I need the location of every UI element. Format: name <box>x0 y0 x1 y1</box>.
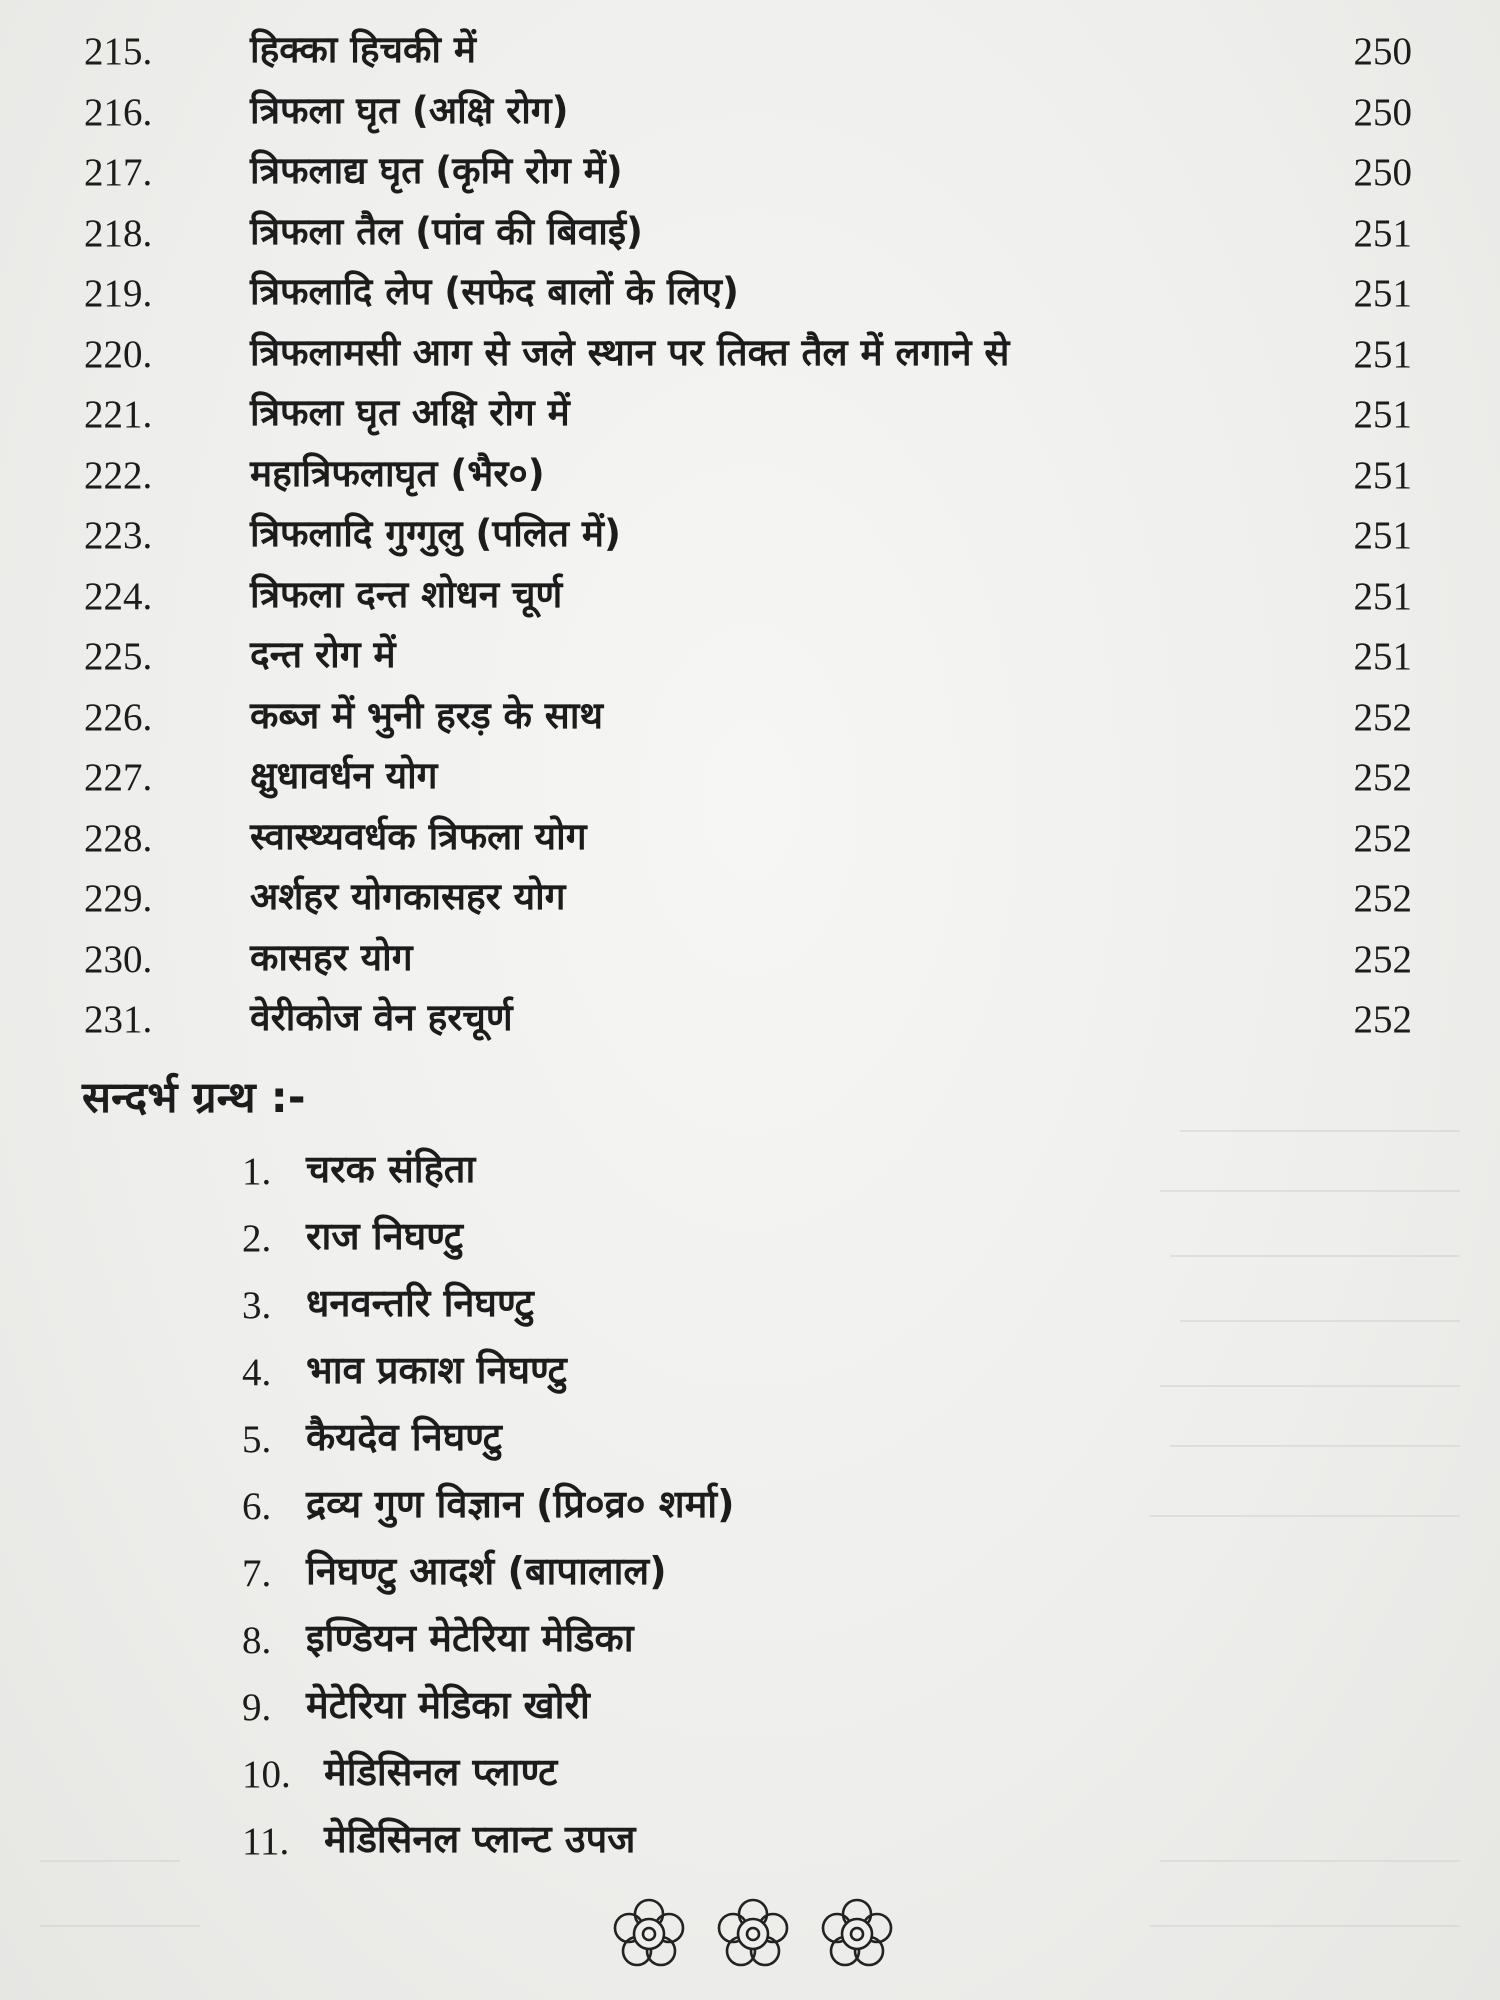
toc-entry <box>0 83 1500 144</box>
toc-entry-page: 251 <box>1353 393 1412 436</box>
reference-title: द्रव्य गुण विज्ञान (प्रि०व्र० शर्मा) <box>306 1482 735 1526</box>
toc-entry-page: 251 <box>1353 514 1412 557</box>
toc-entry-title: क्षुधावर्धन योग <box>250 754 438 797</box>
toc-entry-number: 231. <box>84 998 153 1041</box>
reference-number: 5. <box>242 1418 272 1461</box>
reference-item <box>242 1542 1342 1609</box>
reference-title: निघण्टु आदर्श (बापालाल) <box>306 1549 667 1593</box>
toc-entry-page: 251 <box>1353 211 1412 255</box>
toc-entry <box>0 627 1500 688</box>
toc-entry-page: 252 <box>1353 877 1412 920</box>
toc-entry <box>0 385 1500 446</box>
flower-ornament-icon <box>608 1894 690 1974</box>
reference-number: 2. <box>242 1217 272 1260</box>
toc-entry-page: 252 <box>1353 937 1412 981</box>
toc-entry <box>0 748 1500 809</box>
reference-number: 8. <box>242 1619 272 1662</box>
reference-item <box>242 1676 1342 1743</box>
toc-entry-title: त्रिफला घृत अक्षि रोग में <box>250 391 570 434</box>
reference-number: 10. <box>242 1753 291 1796</box>
references-list <box>242 1140 1342 1877</box>
toc-entry-page: 252 <box>1353 756 1412 799</box>
toc-entry-number: 219. <box>84 272 153 315</box>
toc-entry <box>0 264 1500 325</box>
reference-item <box>242 1408 1342 1475</box>
toc-entry-page: 250 <box>1353 30 1412 73</box>
reference-item <box>242 1475 1342 1542</box>
toc-entry-number: 216. <box>84 90 153 134</box>
toc-entry-page: 251 <box>1353 574 1412 618</box>
toc-entry <box>0 506 1500 567</box>
toc-entry-number: 228. <box>84 816 153 860</box>
reference-title: मेडिसिनल प्लाण्ट <box>324 1750 558 1794</box>
toc-entry-page: 250 <box>1353 151 1412 194</box>
toc-entry-number: 215. <box>84 30 153 73</box>
reference-item <box>242 1810 1342 1877</box>
flower-ornament-icon <box>712 1894 794 1974</box>
toc-entry-number: 220. <box>84 332 153 376</box>
reference-item <box>242 1274 1342 1341</box>
toc-entry-number: 225. <box>84 635 153 678</box>
toc-entry <box>0 930 1500 991</box>
reference-number: 11. <box>242 1820 290 1863</box>
toc-entry <box>0 869 1500 930</box>
references-heading: सन्दर्भ ग्रन्थ :- <box>82 1073 306 1123</box>
reference-title: चरक संहिता <box>306 1147 476 1191</box>
toc-entry-title: त्रिफलाद्य घृत (कृमि रोग में) <box>250 149 623 192</box>
toc-entry <box>0 990 1500 1051</box>
toc-entry-page: 252 <box>1353 695 1412 739</box>
toc-entry-page: 252 <box>1353 998 1412 1041</box>
toc-entry-number: 227. <box>84 756 153 799</box>
toc-entry-title: त्रिफला घृत (अक्षि रोग) <box>250 88 569 132</box>
toc-entry-title: अर्शहर योगकासहर योग <box>250 875 566 918</box>
reference-item <box>242 1207 1342 1274</box>
toc-entry-page: 251 <box>1353 272 1412 315</box>
reference-item <box>242 1341 1342 1408</box>
toc-entry-title: वेरीकोज वेन हरचूर्ण <box>250 996 513 1039</box>
toc-entry-title: कासहर योग <box>250 935 413 979</box>
toc-entry-number: 217. <box>84 151 153 194</box>
toc-entry-title: महात्रिफलाघृत (भैर०) <box>250 451 545 495</box>
toc-entry-page: 251 <box>1353 332 1412 376</box>
toc-entry-title: त्रिफलादि गुग्गुलु (पलित में) <box>250 512 621 555</box>
reference-item <box>242 1609 1342 1676</box>
reference-title: धनवन्तरि निघण्टु <box>306 1281 534 1325</box>
toc-entry-page: 251 <box>1353 635 1412 678</box>
toc-entry-title: त्रिफलामसी आग से जले स्थान पर तिक्त तैल में लगाने से <box>250 330 1010 374</box>
reference-number: 9. <box>242 1686 272 1729</box>
toc-entry-title: त्रिफला दन्त शोधन चूर्ण <box>250 572 563 616</box>
toc-entry-title: हिक्का हिचकी में <box>250 28 477 71</box>
table-of-contents <box>0 22 1500 1051</box>
toc-entry-title: स्वास्थ्यवर्धक त्रिफला योग <box>250 814 587 858</box>
toc-entry-page: 252 <box>1353 816 1412 860</box>
toc-entry-number: 226. <box>84 695 153 739</box>
toc-entry-number: 221. <box>84 393 153 436</box>
flower-ornament-icon <box>816 1894 898 1974</box>
toc-entry-title: त्रिफला तैल (पांव की बिवाई) <box>250 209 643 253</box>
reference-title: राज निघण्टु <box>306 1214 463 1258</box>
toc-entry-page: 251 <box>1353 453 1412 497</box>
reference-item <box>242 1743 1342 1810</box>
toc-entry-title: दन्त रोग में <box>250 633 396 676</box>
reference-number: 6. <box>242 1485 272 1528</box>
toc-entry-title: त्रिफलादि लेप (सफेद बालों के लिए) <box>250 270 739 313</box>
toc-entry-number: 218. <box>84 211 153 255</box>
ornament-row <box>608 1894 908 1974</box>
reference-number: 3. <box>242 1284 272 1327</box>
reference-title: मेडिसिनल प्लान्ट उपज <box>324 1817 636 1861</box>
toc-entry <box>0 22 1500 83</box>
reference-number: 7. <box>242 1552 272 1595</box>
reference-title: मेटेरिया मेडिका खोरी <box>306 1683 590 1727</box>
reference-number: 4. <box>242 1351 272 1394</box>
reference-title: इण्डियन मेटेरिया मेडिका <box>306 1616 634 1660</box>
reference-title: भाव प्रकाश निघण्टु <box>306 1348 567 1392</box>
toc-entry <box>0 204 1500 265</box>
toc-entry <box>0 688 1500 749</box>
reference-item <box>242 1140 1342 1207</box>
toc-entry-number: 229. <box>84 877 153 920</box>
toc-entry-number: 224. <box>84 574 153 618</box>
reference-title: कैयदेव निघण्टु <box>306 1415 502 1459</box>
reference-number: 1. <box>242 1150 272 1193</box>
toc-entry-page: 250 <box>1353 90 1412 134</box>
toc-entry <box>0 567 1500 628</box>
toc-entry <box>0 325 1500 386</box>
toc-entry-number: 223. <box>84 514 153 557</box>
toc-entry <box>0 809 1500 870</box>
toc-entry-number: 222. <box>84 453 153 497</box>
toc-entry-title: कब्ज में भुनी हरड़ के साथ <box>250 693 604 737</box>
toc-entry <box>0 446 1500 507</box>
toc-entry <box>0 143 1500 204</box>
toc-entry-number: 230. <box>84 937 153 981</box>
